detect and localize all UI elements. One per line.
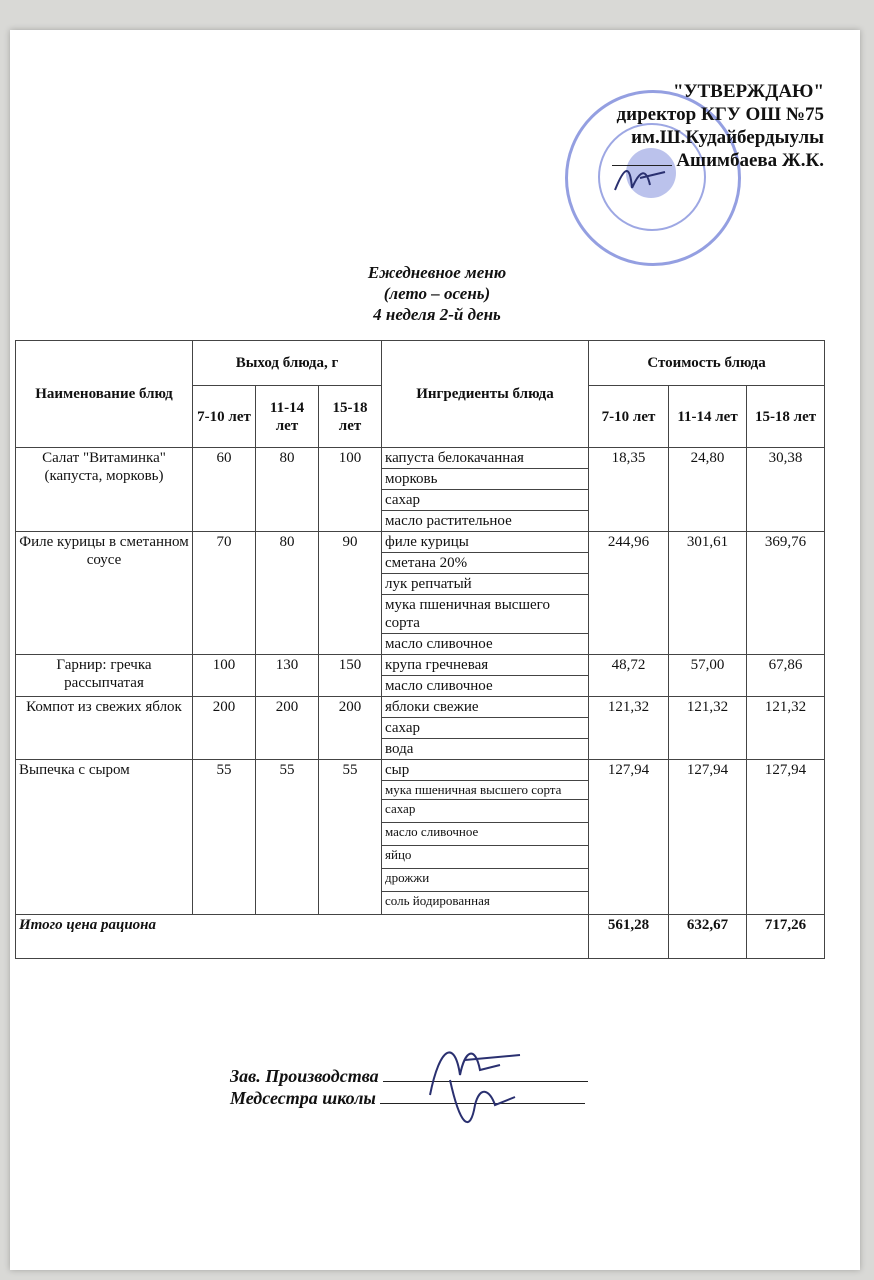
yield-value: 55 bbox=[319, 760, 382, 915]
total-value: 632,67 bbox=[669, 915, 747, 959]
document-title bbox=[0, 262, 874, 325]
cost-value: 121,32 bbox=[747, 697, 825, 760]
cost-value: 18,35 bbox=[589, 448, 669, 532]
header-yield: Выход блюда, г bbox=[193, 341, 382, 386]
cost-value: 24,80 bbox=[669, 448, 747, 532]
total-value: 561,28 bbox=[589, 915, 669, 959]
total-label: Итого цена рациона bbox=[16, 915, 589, 959]
ingredient: масло растительное bbox=[382, 511, 589, 532]
yield-value: 55 bbox=[193, 760, 256, 915]
header-cost: Стоимость блюда bbox=[589, 341, 825, 386]
ingredient: морковь bbox=[382, 469, 589, 490]
ingredient: сахар bbox=[382, 490, 589, 511]
yield-value: 80 bbox=[256, 448, 319, 532]
header-yield-age2: 11-14 лет bbox=[256, 386, 319, 448]
yield-value: 100 bbox=[319, 448, 382, 532]
approval-position: директор КГУ ОШ №75 bbox=[616, 104, 824, 125]
yield-value: 150 bbox=[319, 655, 382, 697]
cost-value: 127,94 bbox=[747, 760, 825, 915]
cost-value: 48,72 bbox=[589, 655, 669, 697]
ingredient: мука пшеничная высшего сорта bbox=[382, 781, 589, 800]
cost-value: 127,94 bbox=[589, 760, 669, 915]
header-cost-age1: 7-10 лет bbox=[589, 386, 669, 448]
title-line-2: (лето – осень) bbox=[383, 284, 491, 303]
ingredient: яйцо bbox=[382, 846, 589, 869]
ingredient: масло сливочное bbox=[382, 823, 589, 846]
dish-name: Салат "Витаминка" (капуста, морковь) bbox=[16, 448, 193, 532]
title-line-3: 4 неделя 2-й день bbox=[373, 305, 501, 324]
cost-value: 244,96 bbox=[589, 532, 669, 655]
dish-name: Гарнир: гречка рассыпчатая bbox=[16, 655, 193, 697]
ingredient: лук репчатый bbox=[382, 574, 589, 595]
approval-title: "УТВЕРЖДАЮ" bbox=[673, 81, 824, 102]
cost-value: 67,86 bbox=[747, 655, 825, 697]
header-cost-age2: 11-14 лет bbox=[669, 386, 747, 448]
director-signature bbox=[610, 160, 670, 200]
ingredient: крупа гречневая bbox=[382, 655, 589, 676]
cost-value: 121,32 bbox=[669, 697, 747, 760]
cost-value: 301,61 bbox=[669, 532, 747, 655]
approval-name: Ашимбаева Ж.К. bbox=[676, 150, 824, 171]
dish-name: Компот из свежих яблок bbox=[16, 697, 193, 760]
ingredient: сахар bbox=[382, 718, 589, 739]
production-head-label: Зав. Производства bbox=[230, 1066, 379, 1086]
cost-value: 369,76 bbox=[747, 532, 825, 655]
cost-value: 57,00 bbox=[669, 655, 747, 697]
yield-value: 60 bbox=[193, 448, 256, 532]
ingredient: вода bbox=[382, 739, 589, 760]
approval-school: им.Ш.Кудайбердыулы bbox=[631, 127, 824, 148]
approval-block bbox=[612, 80, 824, 172]
yield-value: 55 bbox=[256, 760, 319, 915]
yield-value: 200 bbox=[256, 697, 319, 760]
header-ingredients: Ингредиенты блюда bbox=[382, 341, 589, 448]
yield-value: 200 bbox=[319, 697, 382, 760]
yield-value: 80 bbox=[256, 532, 319, 655]
yield-value: 200 bbox=[193, 697, 256, 760]
yield-value: 70 bbox=[193, 532, 256, 655]
yield-value: 100 bbox=[193, 655, 256, 697]
cost-value: 30,38 bbox=[747, 448, 825, 532]
ingredient: мука пшеничная высшего сорта bbox=[382, 595, 589, 634]
header-yield-age3: 15-18 лет bbox=[319, 386, 382, 448]
ingredient: сыр bbox=[382, 760, 589, 781]
ingredient: масло сливочное bbox=[382, 634, 589, 655]
menu-table bbox=[15, 340, 825, 959]
header-yield-age1: 7-10 лет bbox=[193, 386, 256, 448]
cost-value: 121,32 bbox=[589, 697, 669, 760]
signatures-block bbox=[230, 1065, 588, 1109]
header-cost-age3: 15-18 лет bbox=[747, 386, 825, 448]
yield-value: 130 bbox=[256, 655, 319, 697]
ingredient: сметана 20% bbox=[382, 553, 589, 574]
ingredient: масло сливочное bbox=[382, 676, 589, 697]
ingredient: филе курицы bbox=[382, 532, 589, 553]
dish-name: Выпечка с сыром bbox=[16, 760, 193, 915]
title-line-1: Ежедневное меню bbox=[367, 263, 507, 282]
cost-value: 127,94 bbox=[669, 760, 747, 915]
ingredient: яблоки свежие bbox=[382, 697, 589, 718]
ingredient: сахар bbox=[382, 800, 589, 823]
total-value: 717,26 bbox=[747, 915, 825, 959]
ingredient: соль йодированная bbox=[382, 892, 589, 915]
nurse-label: Медсестра школы bbox=[230, 1088, 376, 1108]
yield-value: 90 bbox=[319, 532, 382, 655]
ingredient: дрожжи bbox=[382, 869, 589, 892]
dish-name: Филе курицы в сметанном соусе bbox=[16, 532, 193, 655]
ingredient: капуста белокачанная bbox=[382, 448, 589, 469]
footer-signature bbox=[410, 1035, 530, 1145]
header-name: Наименование блюд bbox=[16, 341, 193, 448]
